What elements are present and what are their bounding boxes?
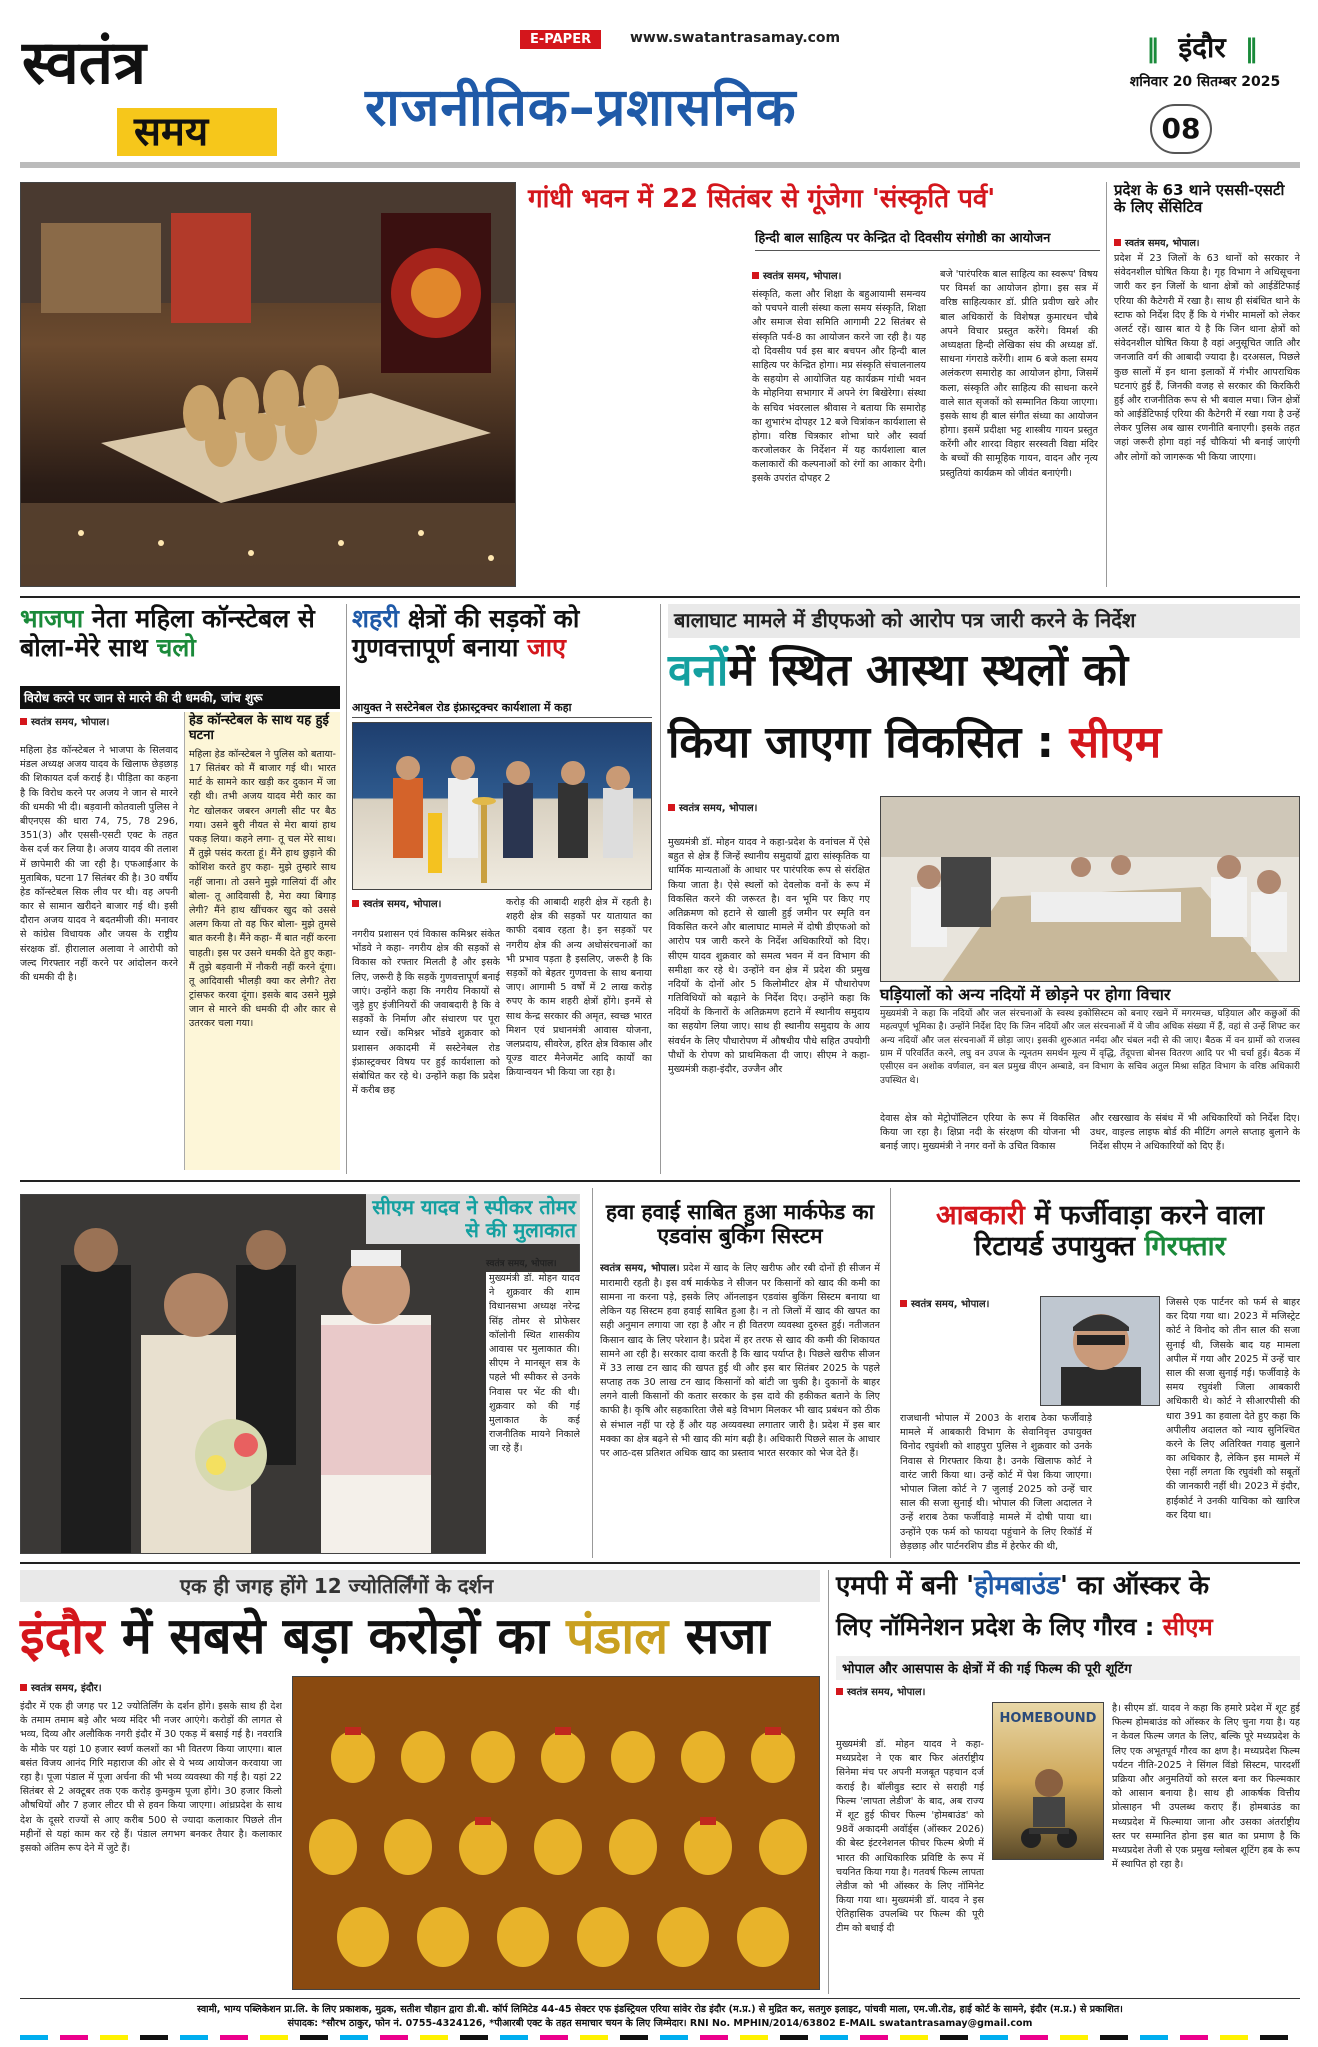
story5-caption-body: मुख्यमंत्री ने कहा कि नदियों और जल संरचनाओं के स्वस्थ इकोसिस्टम को बनाए रखने में मगरमच्छ, घड़ियाल और कछुओं की महत्वपूर्ण भूमिका है। उन्होंने निर्देश दिए कि जिन नदियों और जल संरचनाओं में ये जीव अधिक संख्या में हैं, वहां से उन्हें शिफ्ट कर अन्य नदियों और जल संरचनाओं में छोड़ा जाए। इसकी शुरुआत नर्मदा और चंबल नदी से की जाए। बैठक में वन ग्रामों को राजस्व ग्राम में परिवर्तित करने, लघु वन उपज के न्यूनतम समर्थन मूल्य में वृद्धि, तेंदूपत्ता बोनस वितरण आदि पर भी चर्चा हुई। बैठक में एसीएस वन अशोक वर्णवाल, वन बल प्रमुख वीएन अम्बाडे, वन विभाग के सचिव अतुल मिश्रा सहित विभाग के वरिष्ठ अधिकारी उपस्थित थे। [880, 1009, 1300, 1086]
story10-headline-line1: एमपी में बनी 'होमबाउंड' का ऑस्कर के [836, 1571, 1210, 1601]
row-divider [20, 1180, 1300, 1182]
poster-illustration [993, 1703, 1104, 1860]
registration-dash [220, 2035, 248, 2040]
story8-col1: राजधानी भोपाल में 2003 के शराब ठेका फर्जीवाड़े मामले में आबकारी विभाग के सेवानिवृत्त उपायुक्त विनोद रघुवंशी को शाहपुरा पुलिस ने शुक्रवार को उनके निवास से गिरफ्तार किया है। उनके खिलाफ कोर्ट ने वारंट जारी किया था। उन्हें कोर्ट में पेश किया जाएगा। भोपाल जिला कोर्ट ने 7 जुलाई 2025 को उन्हें चार साल की सजा सुनाई थी। भोपाल की जिला अदालत ने उन्हें शराब ठेका फर्जीवाड़े मामले में दोषी पाया था। उन्होंने एक फर्म को फायदा पहुंचाने के लिए रिकॉर्ड में छेड़छाड़ और पार्टनरशिप डीड में हेरफेर की थी, [900, 1413, 1092, 1552]
story5-col2a: देवास क्षेत्र को मेट्रोपॉलिटन एरिया के रूप में विकसित किया जा रहा है। क्षिप्रा नदी के संरक्षण की योजना भी बनाई जाए। मुख्यमंत्री ने नगर वनों के उचित विकास [880, 1113, 1080, 1153]
story9-kicker: एक ही जगह होंगे 12 ज्योतिर्लिंगों के दर्शन [180, 1574, 494, 1598]
story1-subhead: हिन्दी बाल साहित्य पर केन्द्रित दो दिवसीय संगोष्ठी का आयोजन [755, 232, 1100, 251]
story4-col1: नगरीय प्रशासन एवं विकास कमिश्नर संकेत भोंडवे ने कहा- नगरीय क्षेत्र की सड़कों से विकास को रफ्तार मिलती है और इसके लिए, जरूरी है कि सड़कें गुणवत्तापूर्ण बनाई जाएं। उन्होंने कहा कि नगरीय निकायों से जुड़े हुए इंजीनियरों की जवाबदारी है कि वे सड़कों के निर्माण और संधारण पर पूरा ध्यान रखें। कमिश्नर भोंडवे शुक्रवार को प्रशासन अकादमी में सस्टेनेबल रोड इंफ्रास्ट्रक्चर विषय पर हुई कार्यशाला को संबोधित कर रहे थे। उन्होंने कहा कि प्रदेश में करीब छह [352, 929, 500, 1097]
story8-col1-top [900, 1314, 1036, 1408]
col-divider [890, 1188, 891, 1558]
story5-col2b: और रखरखाव के संबंध में भी अधिकारियों को निर्देश दिए। उधर, वाइल्ड लाइफ बोर्ड की मीटिंग अगले सप्ताह बुलाने के निर्देश सीएम ने अधिकारियों को दिए हैं। [1090, 1113, 1300, 1153]
logo-bottom: समय [134, 108, 209, 155]
story3-headline: भाजपा नेता महिला कॉन्स्टेबल से बोला-मेरे साथ चलो [20, 604, 315, 662]
registration-dash [340, 2035, 368, 2040]
registration-dash [180, 2035, 208, 2040]
registration-dash [900, 2035, 928, 2040]
story5-photo-caption: घड़ियालों को अन्य नदियों में छोड़ने पर होगा विचार [880, 986, 1300, 1007]
registration-dash [660, 2035, 688, 2040]
registration-dash [460, 2035, 488, 2040]
story6-body: मुख्यमंत्री डॉ. मोहन यादव ने शुक्रवार की शाम विधानसभा अध्यक्ष नरेन्द्र सिंह तोमर से प्रोफेसर कॉलोनी स्थित शासकीय आवास पर मुलाकात की। सीएम ने मानसून सत्र के पहले भी स्पीकर से उनके निवास पर भेंट की थी। शुक्रवार को की गई मुलाकात के कई राजनीतिक मायने निकाले जा रहे हैं। [486, 1272, 580, 1554]
registration-dash [1060, 2035, 1088, 2040]
story2-headline: प्रदेश के 63 थाने एससी-एसटी के लिए सेंसिटिव [1114, 181, 1285, 217]
registration-dash [540, 2035, 568, 2040]
golden-kalash-illustration [293, 1677, 820, 1990]
meeting-illustration [881, 797, 1300, 982]
registration-dash [1260, 2035, 1288, 2040]
story4-byline: स्वतंत्र समय, भोपाल। [352, 896, 441, 910]
story5-headline-line2: किया जाएगा विकसित : सीएम [668, 717, 1162, 768]
date-label: शनिवार 20 सितम्बर 2025 [1129, 74, 1281, 90]
story3-col1: महिला हेड कॉन्स्टेबल ने भाजपा के सिलवाद मंडल अध्यक्ष अजय यादव के खिलाफ छेड़छाड़ की शिकायत दर्ज कराई है। पीड़िता का कहना है कि विरोध करने पर अजय ने जान से मारने की धमकी भी दी। बड़वानी कोतवाली पुलिस ने बीएनएस की धारा 74, 75, 78 296, 351(3) और एससी-एसटी एक्ट के तहत केस दर्ज कर लिया है। अजय यादव की तलाश में छापेमारी की जा रही है। एफआईआर के मुताबिक, घटना 17 सितंबर की है। 30 वर्षीय हेड कॉन्स्टेबल सिक लीव पर थी। वह अपनी कार से सामान खरीदने बाजार गई थी। इसी दौरान अजय यादव ने बदतमीजी की। मनावर से कांग्रेस विधायक और जयस के राष्ट्रीय संरक्षक डॉ. हीरालाल अलावा ने आरोपी को जल्द गिरफ्तार नहीं करने पर आंदोलन करने की धमकी दी है। [20, 745, 178, 983]
accused-portrait [1041, 1297, 1160, 1406]
story5-byline: स्वतंत्र समय, भोपाल। [668, 800, 757, 814]
col-divider [660, 604, 661, 1174]
story1-byline: स्वतंत्र समय, भोपाल। [752, 268, 841, 282]
registration-dash [940, 2035, 968, 2040]
story8-headline: आबकारी में फर्जीवाड़ा करने वाला रिटायर्ड उपायुक्त गिरफ्तार [936, 1200, 1264, 1263]
story4-subhead: आयुक्त ने सस्टेनेबल रोड इंफ्रास्ट्रक्चर कार्यशाला में कहा [352, 700, 652, 718]
footer-rule [20, 1998, 1300, 1999]
story3-box-body: महिला हेड कॉन्स्टेबल ने पुलिस को बताया- 17 सितंबर को मैं बाजार गई थी। भारत मार्ट के सामने कार खड़ी कर दुकान में जा रही थी। तभी अजय यादव मेरी कार का गेट खोलकर जबरन अगली सीट पर बैठ गया। उसने बुरी नीयत से मेरा बायां हाथ पकड़ लिया। कहने लगा- तू चल मेरे साथ। मैं तुझे पसंद करता हूं। मैंने हाथ छुड़ाने की कोशिश करते हुए कहा- मुझे तुम्हारे साथ नहीं जाना। तो उसने मुझे गालियां दीं और बोला- तू आदिवासी है, मेरा क्या बिगाड़ लेगी? मैंने हाथ खींचकर खुद को उससे अलग किया तो वह फिर बोला- मुझे तुमसे बात करनी है। मैंने कहा- मैं बात नहीं करना चाहती। इस पर उसने धमकी देते हुए कहा- मैं तुझे बड़वानी में नौकरी नहीं करने दूंगा। तू आदिवासी भीलड़ी क्या कर लेगी? तेरा ट्रांसफर करवा दूंगा। इसके बाद उसने मुझे जान से मारने की धमकी दी और कार से उतरकर चला गया। [189, 748, 336, 1030]
story1-col1: संस्कृति, कला और शिक्षा के बहुआयामी समन्वय को पचपने वाली संस्था कला समय संस्कृति, शिक्षा और समाज सेवा समिति आगामी 22 सितंबर से संस्कृति पर्व-8 का आयोजन करने जा रही है। यह दो दिवसीय पर्व इस बार बचपन और हिन्दी बाल साहित्य पर केन्द्रित होगा। मप्र संस्कृति संचालनालय के सहयोग से आयोजित यह कार्यक्रम गांधी भवन के मोहनिया सभागार में अपने रंग बिखेरेगा। संस्था के सचिव भंवरलाल श्रीवास ने बताया कि समारोह का शुभारंभ दोपहर 12 बजे चित्रांकन कार्यशाला से होगा। वरिष्ठ चित्रकार शोभा घारे और स्वर्वा करजोलकर के निर्देशन में यह कार्यशाला बाल कलाकारों की कल्पनाओं को रंगों का आकार देगी। इसके उपरांत दोपहर 2 [752, 289, 926, 485]
registration-dash [620, 2035, 648, 2040]
registration-dash [100, 2035, 128, 2040]
story3-box-title: हेड कॉन्स्टेबल के साथ यह हुई घटना [189, 713, 329, 743]
registration-dash [60, 2035, 88, 2040]
col-divider [346, 604, 347, 1174]
story1-headline: गांधी भवन में 22 सितंबर से गूंजेगा 'संस्कृति पर्व' [528, 184, 996, 214]
poster-title: HOMEBOUND [999, 1711, 1097, 1726]
story9-byline: स्वतंत्र समय, इंदौर। [20, 1680, 102, 1694]
story2-byline: स्वतंत्र समय, भोपाल। [1114, 236, 1200, 249]
logo [22, 28, 272, 158]
col-divider [828, 1570, 829, 1994]
story2-body: प्रदेश में 23 जिलों के 63 थानों को सरकार ने संवेदनशील घोषित किया है। गृह विभाग ने अधिसूचना जारी कर इन जिलों के थाना क्षेत्रों को आईडेंटिफाई एरिया की कैटेगरी में रखा है। साथ ही संबंधित थाने के स्टाफ को निर्देश दिए हैं कि ये गंभीर मामलों को लेकर अलर्ट रहें। खास बात ये है कि जिन थाना क्षेत्रों को संवेदनशील घोषित किया है वहां अनुसूचित जाति और जनजाति वर्ग की आबादी ज्यादा है। दरअसल, पिछले कुछ सालों में इन थाना इलाकों में गंभीर आपराधिक घटनाएं हुई हैं, जिनकी वजह से सरकार की किरकिरी हुई और राजनीतिक रूप से भी बवाल मचा। जिन क्षेत्रों को आईडेंटिफाई एरिया की कैटेगरी में रखा गया है उन्हें लेकर पुलिस अब खास रणनीति बनाएगी। इसके तहत जहां जरूरी होगा वहां नई चौकियां भी बनाई जाएंगी और लोगों को जागरूक भी किया जाएगा। [1114, 253, 1300, 463]
story10-subhead: भोपाल और आसपास के क्षेत्रों में की गई फिल्म की पूरी शूटिंग [836, 1656, 1300, 1680]
city-label: ‖ इंदौर ‖ [1146, 31, 1258, 64]
story8-byline: स्वतंत्र समय, भोपाल। [900, 1296, 989, 1310]
story8-photo [1040, 1296, 1160, 1406]
row-divider [20, 1562, 1300, 1564]
story3-subhead: विरोध करने पर जान से मारने की दी धमकी, जांच शुरू [20, 686, 340, 709]
story1-col2: बजे 'पारंपरिक बाल साहित्य का स्वरूप' विषय पर विमर्श का आयोजन होगा। इस सत्र में वरिष्ठ साहित्यकार डॉ. प्रीति प्रवीण खरे और बाल अधिकारों के विशेषज्ञ कुमारधन चौबे अपने विचार प्रस्तुत करेंगे। विमर्श की अध्यक्षता हिन्दी लेखिका संघ की अध्यक्ष डॉ. साधना गंगराडे करेंगी। शाम 6 बजे कला समय अलंकरण समारोह का आयोजन होगा, जिसमें कला, संस्कृति और साहित्य की साधना करने वाले सात सृजकों को सम्मानित किया जाएगा। इसके साथ ही बाल संगीत संध्या का आयोजन होगा। इसमें प्रदीक्षा भट्ट शास्त्रीय गायन प्रस्तुत करेंगी और शारदा विहार सरस्वती विद्या मंदिर के बच्चों की सामूहिक गायन, वादन और नृत्य प्रस्तुतियां कार्यक्रम को जीवंत बनाएंगी। [940, 269, 1098, 479]
registration-dash [700, 2035, 728, 2040]
registration-dash [820, 2035, 848, 2040]
story5-col1: मुख्यमंत्री डॉ. मोहन यादव ने कहा-प्रदेश के वनांचल में ऐसे बहुत से क्षेत्र हैं जिन्हें स्थानीय समुदायों द्वारा सांस्कृतिक या धार्मिक मान्यताओं के आधार पर पारंपरिक रूप से संरक्षित किया जाता है। ऐसे स्थलों को देवलोक वनों के रूप में विकसित करने की जरूरत है। वन भूमि पर किए गए अतिक्रमण को हटाने से खाली हुई जमीन पर स्मृति वन विकसित करने और बालाघाट मामले में दोषी डीएफओ को आरोप पत्र जारी करने के निर्देश अधिकारियों को दिए। सीएम यादव शुक्रवार को समत्व भवन में वन विभाग की समीक्षा कर रहे थे। उन्होंने वन क्षेत्र में प्रदेश की प्रमुख नदियों के दोनों ओर 5 किलोमीटर क्षेत्र में पौधारोपण गतिविधियों को बढ़ाने के निर्देश दिए। उन्होंने कहा कि नदियों के किनारों के अतिक्रमण हटाने में स्थानीय समुदाय का सहयोग लिया जाए। साथ ही स्थानीय समुदाय के आय संवर्धन के लिए पौधारोपण में औषधीय पौधे सहित उपयोगी पौधों के रोपण को प्राथमिकता दी जाए। सीएम ने कहा-मुख्यमंत्री कहा-इंदौर, उज्जैन और [668, 837, 870, 1075]
story4-col2: करोड़ की आबादी शहरी क्षेत्र में रहती है। शहरी क्षेत्र की सड़कों पर यातायात का काफी दबाव रहता है। इन सड़कों पर नगरीय क्षेत्र की अन्य अधोसंरचनाओं का भी प्रभाव पड़ता है इसलिए, जरूरी है कि सड़कों को बेहतर गुणवत्ता के साथ बनाया जाए। आगामी 5 वर्षों में 2 लाख करोड़ रुपए के काम शहरी क्षेत्रों होंगे। इनमें से साथ केन्द्र सरकार की अमृत, स्वच्छ भारत मिशन एवं प्रधानमंत्री आवास योजना, जलप्रदाय, सीवरेज, हरित क्षेत्र विकास और यूज्ड वाटर मैनेजमेंट आदि कार्यों का क्रियान्वयन भी किया जा रहा है। [506, 897, 652, 1079]
section-title: राजनीतिक–प्रशासनिक [365, 78, 797, 138]
story1-photo [20, 182, 516, 587]
story10-col1: मुख्यमंत्री डॉ. मोहन यादव ने कहा- मध्यप्रदेश ने एक बार फिर अंतर्राष्ट्रीय सिनेमा मंच पर अपनी मजबूत पहचान दर्ज कराई है। बॉलीवुड स्टार से सराही गई फिल्म 'लापता लेडीज' के बाद, अब राज्य में शूट हुई फीचर फिल्म 'होमबाउंड' को 98वें अकादमी अवॉर्ड्स (ऑस्कर 2026) की बेस्ट इंटरनेशनल फीचर फिल्म श्रेणी में भारत की आधिकारिक प्रविष्टि के रूप में चयनित किया गया है। गतवर्ष फिल्म लापता लेडीज को भी ऑस्कर के लिए नॉमिनेट किया गया था। मुख्यमंत्री डॉ. यादव ने इस ऐतिहासिक उपलब्धि पर फिल्म की पूरी टीम को बधाई दी [836, 1739, 984, 1935]
registration-dash [860, 2035, 888, 2040]
col-divider [592, 1188, 593, 1558]
logo-top: स्वतंत्र [22, 28, 147, 98]
lamp-lighting-illustration [353, 723, 652, 890]
story7-body: स्वतंत्र समय, भोपाल। प्रदेश में खाद के लिए खरीफ और रबी दोनों ही सीजन में मारामारी रहती है। इस वर्ष मार्कफेड ने सीजन पर किसानों को खाद की कमी का सामना ना करना पड़े, इसके लिए ऑनलाइन एडवांस बुकिंग सिस्टम बनाया था लेकिन यह सिस्टम हवा हवाई साबित हुआ है। न तो जिलों में खाद की खपत का सही अनुमान लगाया जा रहा है और न ही वितरण व्यवस्था दुरुस्त हुई। नतीजतन किसान खाद के लिए परेशान है। प्रदेश में हर तरफ से खाद की कमी की शिकायत सामने आ रही है। सरकार दावा करती है कि खाद पर्याप्त है। पिछले खरीफ सीजन में 33 लाख टन खाद की खपत हुई थी और इस बार सितंबर 2025 के पहले सप्ताह तक 30 लाख टन खाद किसानों को बांटी जा चुकी है। दुकानों के बाहर लगने वाली किसानों की कतार सरकार के इस दावे की हकीकत बताने के लिए काफी है। कृषि और सहकारिता जैसे बड़े विभाग मिलकर भी खाद प्रबंधन को ठीक से संभाल नहीं पा रहे हैं और यह अव्यवस्था लगातार जारी है। प्रदेश में इस बार मक्का का क्षेत्र बढ़ने से भी खाद की मांग बढ़ी है। अधिकारी पिछले साल के आधार पर आठ-दस प्रतिशत अधिक खाद का प्रस्ताव भारत सरकार को भेज देते हैं। [600, 1263, 880, 1460]
epaper-badge: E-PAPER [520, 30, 601, 49]
registration-dash [580, 2035, 608, 2040]
registration-dash [780, 2035, 808, 2040]
website-link[interactable]: www.swatantrasamay.com [630, 30, 841, 46]
registration-dash [980, 2035, 1008, 2040]
registration-dash [420, 2035, 448, 2040]
hall-illustration [21, 183, 516, 587]
story10-headline-line2: लिए नॉमिनेशन प्रदेश के लिए गौरव : सीएम [836, 1613, 1213, 1641]
story3-box [184, 712, 340, 1170]
footer-imprint: स्वामी, भाग्य पब्लिकेशन प्रा.लि. के लिए प्रकाशक, मुद्रक, सतीश चौहान द्वारा डी.बी. कॉर्प लिमिटेड 44-45 सेक्टर एफ इंडस्ट्रियल एरिया सांवेर रोड इंदौर (म.प्र.) से मुद्रित कर, सतगुरु इलाइट, पांचवी माला, एम.जी.रोड, हाई कोर्ट के सामने, इंदौर (म.प्र.) से प्रकाशित। [197, 2004, 1123, 2015]
story5-kicker: बालाघाट मामले में डीएफओ को आरोप पत्र जारी करने के निर्देश [674, 608, 1136, 632]
registration-dash [1140, 2035, 1168, 2040]
story8-col2: जिससे एक पार्टनर को फर्म से बाहर कर दिया गया था। 2023 में मजिस्ट्रेट कोर्ट ने विनोद को तीन साल की सजा सुनाई थी, जिसके बाद यह मामला अपील में गया और 2025 में उन्हें चार साल की सजा सुनाई गई। फर्जीवाड़े के समय रघुवंशी जिला आबकारी अधिकारी थे। कोर्ट ने सीआरपीसी की धारा 391 का हवाला देते हुए कहा कि अपीलीय अदालत को न्याय सुनिश्चित करने के लिए अतिरिक्त गवाह बुलाने का अधिकार है, लेकिन इस मामले में ऐसा नहीं लगता कि रघुवंशी को सबूतों की जानकारी नहीं थी। 2023 में इंदौर, हाईकोर्ट ने उनकी याचिका को खारिज कर दिया था। [1166, 1297, 1300, 1521]
registration-dash [300, 2035, 328, 2040]
story6-byline: स्वतंत्र समय, भोपाल। [486, 1259, 557, 1269]
story6-headline: सीएम यादव ने स्पीकर तोमर से की मुलाकात [366, 1194, 580, 1244]
registration-dash [380, 2035, 408, 2040]
masthead-rule [20, 162, 1300, 168]
cmyk-registration-strip [20, 2034, 1300, 2042]
story9-photo [292, 1676, 820, 1990]
story9-body: इंदौर में एक ही जगह पर 12 ज्योतिर्लिंग के दर्शन होंगे। इसके साथ ही देश के तमाम तमाम बड़े और भव्य मंदिर भी नजर आएंगे। करोड़ों की लागत से भव्य, दिव्य और अलौकिक नगरी इंदौर में 30 एकड़ में बसाई गई है। नवरात्रि के मौके पर यहां 10 हजार स्वर्ण कलशों का भी वितरण किया जाएगा। बाल बसंत विजय आनंद गिरि महाराज की ओर से ये भव्य आयोजन करवाया जा रहा है। पूजा पंडाल में पूजा अर्चना की भी भव्य व्यवस्था की गई है। यहां 22 सितंबर से 2 अक्टूबर तक एक करोड़ कुमकुम पूजा होंगे। 30 हजार किलो औषधियों और 7 हजार लीटर घी से हवन किया जाएगा। आंध्रप्रदेश के साथ देश के दूसरे राज्यों से आए करीब 500 से ज्यादा कलाकार पिछले तीन महीनों से यहां काम कर रहे हैं। पंडाल लगभग बनकर तैयार है। कलाकार इसको अंतिम रूप देने में जुटे हैं। [20, 1701, 282, 1854]
registration-dash [140, 2035, 168, 2040]
col-divider [1106, 182, 1107, 587]
registration-dash [1100, 2035, 1128, 2040]
story10-byline: स्वतंत्र समय, भोपाल। [836, 1684, 925, 1698]
story4-headline: शहरी क्षेत्रों की सड़कों को गुणवत्तापूर्ण बनाया जाए [352, 604, 580, 662]
story5-photo [880, 796, 1300, 982]
story7-headline: हवा हवाई साबित हुआ मार्कफेड का एडवांस बुकिंग सिस्टम [605, 1200, 875, 1249]
registration-dash [740, 2035, 768, 2040]
page-number: 08 [1150, 104, 1212, 154]
story5-headline-line1: वनोंमें स्थित आस्था स्थलों को [668, 645, 1129, 696]
registration-dash [1180, 2035, 1208, 2040]
registration-dash [260, 2035, 288, 2040]
story10-poster [992, 1702, 1104, 1860]
story3-byline: स्वतंत्र समय, भोपाल। [20, 714, 109, 728]
registration-dash [500, 2035, 528, 2040]
story4-photo [352, 722, 652, 890]
story9-headline: इंदौर में सबसे बड़ा करोड़ों का पंडाल सजा [20, 1607, 770, 1665]
row-divider [20, 596, 1300, 598]
story10-col2: है। सीएम डॉ. यादव ने कहा कि हमारे प्रदेश में शूट हुई फिल्म होमबाउंड को ऑस्कर के लिए चुना गया है। यह न केवल फिल्म जगत के लिए, बल्कि पूरे मध्यप्रदेश के लिए एक अभूतपूर्व गौरव का क्षण है। मध्यप्रदेश फिल्म पर्यटन नीति-2025 ने सिंगल विंडो सिस्टम, पारदर्शी प्रक्रिया और अनुमतियों को सरल बना कर फिल्मकार को आसान बनाया है। साथ ही आकर्षक वित्तीय प्रोत्साहन भी उपलब्ध कराए हैं। होमबाउंड का मध्यप्रदेश में फिल्माया जाना और उसका अंतर्राष्ट्रीय स्तर पर सम्मानित होना इस बात का प्रमाण है कि मध्यप्रदेश तेजी से एक प्रमुख ग्लोबल शूटिंग हब के रूप में स्थापित हो रहा है। [1112, 1703, 1300, 1871]
registration-dash [1220, 2035, 1248, 2040]
registration-dash [1020, 2035, 1048, 2040]
footer-editor: संपादक: *सौरभ ठाकुर, फोन नं. 0755-4324126, *पीआरबी एक्ट के तहत समाचार चयन के लिए जिम्मेदार। RNI No. MPHIN/2014/63802 E-MAIL swatantrasamay@gmail.com [287, 2018, 1033, 2029]
registration-dash [20, 2035, 48, 2040]
